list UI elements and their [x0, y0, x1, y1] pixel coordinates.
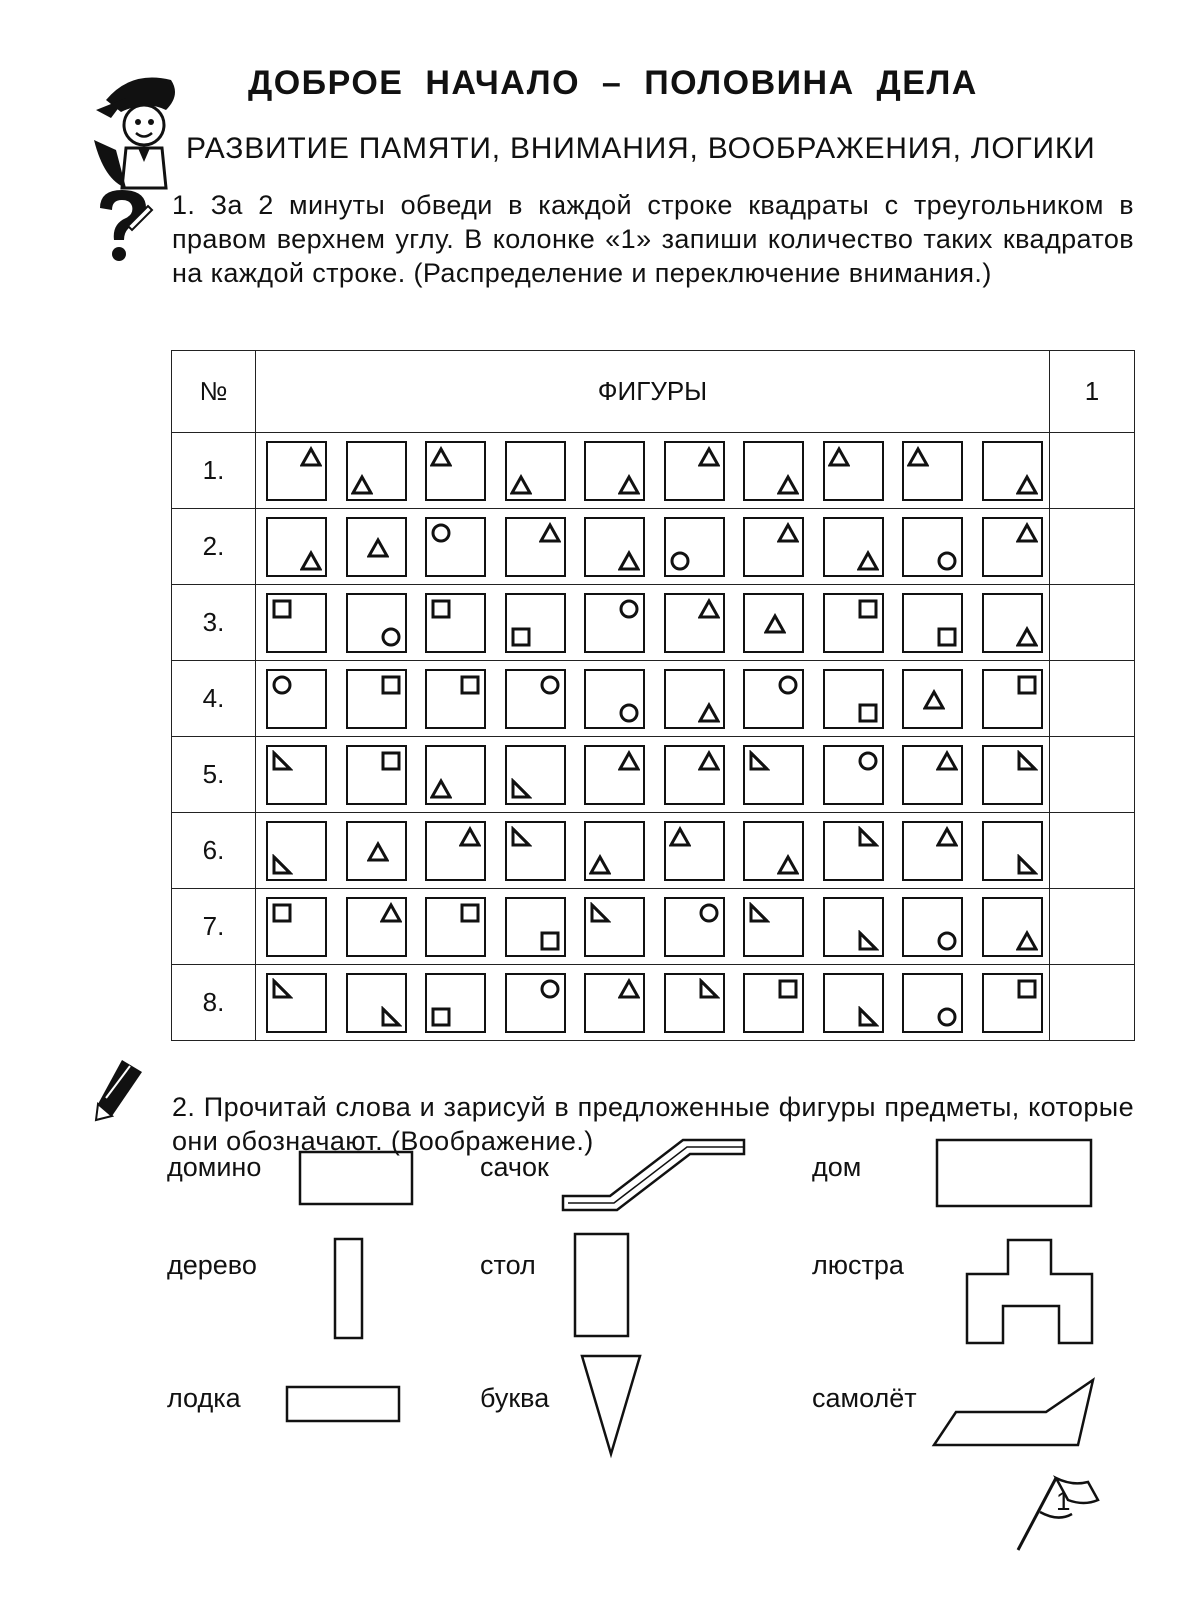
- figure-square[interactable]: [902, 669, 963, 729]
- shape-domino: [300, 1152, 412, 1204]
- circle-icon: [669, 550, 691, 572]
- figure-square[interactable]: [425, 897, 486, 957]
- right-triangle-icon: [748, 902, 770, 924]
- circle-icon: [618, 598, 640, 620]
- triangle-icon: [698, 702, 720, 724]
- right-triangle-icon: [857, 930, 879, 952]
- figure-square[interactable]: [584, 973, 645, 1033]
- figure-square[interactable]: [982, 897, 1043, 957]
- small-square-icon: [936, 626, 958, 648]
- figure-square[interactable]: [902, 897, 963, 957]
- small-square-icon: [1016, 674, 1038, 696]
- right-triangle-icon: [271, 854, 293, 876]
- figure-square[interactable]: [743, 441, 804, 501]
- figures-cell: [256, 433, 1050, 509]
- figure-square[interactable]: [982, 821, 1043, 881]
- triangle-icon: [777, 474, 799, 496]
- right-triangle-icon: [698, 978, 720, 1000]
- figure-square[interactable]: [505, 669, 566, 729]
- figures-cell: [256, 965, 1050, 1041]
- circle-icon: [936, 930, 958, 952]
- triangle-icon: [764, 613, 786, 635]
- answer-count-cell[interactable]: [1050, 433, 1135, 509]
- triangle-icon: [351, 474, 373, 496]
- figure-square[interactable]: [266, 441, 327, 501]
- table-row: [172, 509, 1135, 585]
- triangle-icon: [1016, 930, 1038, 952]
- figure-square[interactable]: [823, 669, 884, 729]
- figure-square[interactable]: [743, 821, 804, 881]
- word-samolet: самолёт: [812, 1383, 917, 1413]
- row-number: 7.: [172, 889, 256, 965]
- column-header-count: 1: [1050, 351, 1135, 433]
- small-square-icon: [539, 930, 561, 952]
- figure-square[interactable]: [902, 441, 963, 501]
- row-number: 5.: [172, 737, 256, 813]
- figure-square[interactable]: [425, 441, 486, 501]
- figure-square[interactable]: [346, 745, 407, 805]
- small-square-icon: [380, 674, 402, 696]
- figures-cell: [256, 889, 1050, 965]
- answer-count-cell[interactable]: [1050, 585, 1135, 661]
- page-subtitle: РАЗВИТИЕ ПАМЯТИ, ВНИМАНИЯ, ВООБРАЖЕНИЯ, ЛОГИКИ: [186, 132, 1096, 165]
- figure-square[interactable]: [664, 669, 725, 729]
- shape-lyustra: [967, 1240, 1092, 1343]
- right-triangle-icon: [271, 978, 293, 1000]
- triangle-icon: [459, 826, 481, 848]
- figure-square[interactable]: [584, 593, 645, 653]
- right-triangle-icon: [510, 826, 532, 848]
- small-square-icon: [777, 978, 799, 1000]
- small-square-icon: [459, 674, 481, 696]
- figure-square[interactable]: [982, 745, 1043, 805]
- circle-icon: [271, 674, 293, 696]
- figure-square[interactable]: [664, 517, 725, 577]
- answer-count-cell[interactable]: [1050, 661, 1135, 737]
- column-header-figures: ФИГУРЫ: [256, 351, 1050, 433]
- triangle-icon: [777, 522, 799, 544]
- question-mark-icon: [92, 186, 154, 266]
- figure-square[interactable]: [584, 669, 645, 729]
- right-triangle-icon: [510, 778, 532, 800]
- answer-count-cell[interactable]: [1050, 813, 1135, 889]
- figure-square[interactable]: [823, 593, 884, 653]
- figure-square[interactable]: [346, 821, 407, 881]
- triangle-icon: [828, 446, 850, 468]
- table-row: [172, 661, 1135, 737]
- figure-square[interactable]: [664, 973, 725, 1033]
- row-number: 8.: [172, 965, 256, 1041]
- small-square-icon: [430, 1006, 452, 1028]
- circle-icon: [698, 902, 720, 924]
- row-number: 3.: [172, 585, 256, 661]
- figure-square[interactable]: [743, 669, 804, 729]
- small-square-icon: [380, 750, 402, 772]
- triangle-icon: [1016, 522, 1038, 544]
- triangle-icon: [618, 474, 640, 496]
- row-number: 1.: [172, 433, 256, 509]
- figure-square[interactable]: [346, 593, 407, 653]
- word-sachok: сачок: [480, 1152, 549, 1182]
- word-lodka: лодка: [167, 1383, 241, 1413]
- figure-square[interactable]: [266, 821, 327, 881]
- figures-table: [171, 350, 1135, 1041]
- figure-square[interactable]: [505, 973, 566, 1033]
- figure-square[interactable]: [584, 441, 645, 501]
- triangle-icon: [430, 446, 452, 468]
- pencil-icon: [92, 1058, 144, 1122]
- circle-icon: [539, 674, 561, 696]
- figure-square[interactable]: [584, 821, 645, 881]
- right-triangle-icon: [271, 750, 293, 772]
- figure-square[interactable]: [346, 517, 407, 577]
- circle-icon: [618, 702, 640, 724]
- figure-square[interactable]: [743, 897, 804, 957]
- page-number: 1: [1056, 1486, 1071, 1516]
- table-row: [172, 433, 1135, 509]
- figure-square[interactable]: [505, 441, 566, 501]
- figure-square[interactable]: [425, 745, 486, 805]
- figure-square[interactable]: [266, 593, 327, 653]
- right-triangle-icon: [748, 750, 770, 772]
- figure-square[interactable]: [584, 517, 645, 577]
- figure-square[interactable]: [982, 517, 1043, 577]
- table-row: [172, 965, 1135, 1041]
- triangle-icon: [300, 446, 322, 468]
- figure-square[interactable]: [584, 897, 645, 957]
- figure-square[interactable]: [823, 441, 884, 501]
- triangle-icon: [936, 750, 958, 772]
- figures-cell: [256, 509, 1050, 585]
- small-square-icon: [271, 598, 293, 620]
- figure-square[interactable]: [823, 745, 884, 805]
- table-row: [172, 813, 1135, 889]
- triangle-icon: [618, 750, 640, 772]
- right-triangle-icon: [1016, 854, 1038, 876]
- figure-square[interactable]: [664, 821, 725, 881]
- wizard-child-icon: [86, 70, 186, 190]
- right-triangle-icon: [1016, 750, 1038, 772]
- shape-lodka: [287, 1387, 399, 1421]
- small-square-icon: [459, 902, 481, 924]
- figure-square[interactable]: [823, 973, 884, 1033]
- shape-derevo: [335, 1239, 362, 1338]
- figure-square[interactable]: [902, 821, 963, 881]
- figures-cell: [256, 585, 1050, 661]
- triangle-icon: [380, 902, 402, 924]
- figure-square[interactable]: [346, 441, 407, 501]
- figure-square[interactable]: [266, 973, 327, 1033]
- figure-square[interactable]: [823, 821, 884, 881]
- figure-square[interactable]: [425, 669, 486, 729]
- figure-square[interactable]: [743, 745, 804, 805]
- triangle-icon: [589, 854, 611, 876]
- figure-square[interactable]: [902, 745, 963, 805]
- figure-square[interactable]: [743, 973, 804, 1033]
- triangle-icon: [510, 474, 532, 496]
- figures-cell: [256, 813, 1050, 889]
- figure-square[interactable]: [266, 897, 327, 957]
- circle-icon: [380, 626, 402, 648]
- figure-square[interactable]: [982, 593, 1043, 653]
- triangle-icon: [367, 537, 389, 559]
- circle-icon: [430, 522, 452, 544]
- triangle-icon: [923, 689, 945, 711]
- figure-square[interactable]: [425, 973, 486, 1033]
- answer-count-cell[interactable]: [1050, 889, 1135, 965]
- figure-square[interactable]: [664, 441, 725, 501]
- page-title: ДОБРОЕ НАЧАЛО – ПОЛОВИНА ДЕЛА: [248, 64, 978, 102]
- triangle-icon: [936, 826, 958, 848]
- figure-square[interactable]: [505, 745, 566, 805]
- figure-square[interactable]: [982, 441, 1043, 501]
- word-stol: стол: [480, 1250, 536, 1280]
- circle-icon: [857, 750, 879, 772]
- right-triangle-icon: [589, 902, 611, 924]
- figure-square[interactable]: [425, 593, 486, 653]
- figure-square[interactable]: [346, 897, 407, 957]
- figure-square[interactable]: [266, 517, 327, 577]
- right-triangle-icon: [380, 1006, 402, 1028]
- row-number: 4.: [172, 661, 256, 737]
- answer-count-cell[interactable]: [1050, 737, 1135, 813]
- triangle-icon: [300, 550, 322, 572]
- triangle-icon: [618, 978, 640, 1000]
- circle-icon: [777, 674, 799, 696]
- triangle-icon: [1016, 474, 1038, 496]
- figure-square[interactable]: [902, 517, 963, 577]
- triangle-icon: [907, 446, 929, 468]
- figures-cell: [256, 737, 1050, 813]
- figure-square[interactable]: [902, 973, 963, 1033]
- right-triangle-icon: [857, 826, 879, 848]
- figure-square[interactable]: [664, 897, 725, 957]
- word-dom: дом: [812, 1152, 862, 1182]
- figure-square[interactable]: [902, 593, 963, 653]
- triangle-icon: [430, 778, 452, 800]
- word-lyustra: люстра: [812, 1250, 904, 1280]
- figure-square[interactable]: [982, 973, 1043, 1033]
- circle-icon: [936, 550, 958, 572]
- small-square-icon: [857, 702, 879, 724]
- circle-icon: [936, 1006, 958, 1028]
- figure-square[interactable]: [743, 593, 804, 653]
- figure-square[interactable]: [743, 517, 804, 577]
- shape-stol: [575, 1234, 628, 1336]
- row-number: 6.: [172, 813, 256, 889]
- triangle-icon: [618, 550, 640, 572]
- figure-square[interactable]: [425, 821, 486, 881]
- word-domino: домино: [167, 1152, 262, 1182]
- small-square-icon: [271, 902, 293, 924]
- figure-square[interactable]: [266, 669, 327, 729]
- figure-square[interactable]: [266, 745, 327, 805]
- figure-square[interactable]: [346, 973, 407, 1033]
- figure-square[interactable]: [982, 669, 1043, 729]
- triangle-icon: [367, 841, 389, 863]
- task-2-instructions: 2. Прочитай слова и зарисуй в предложенные фигуры предметы, которые они обозначают. (Воображение.): [172, 1092, 1134, 1156]
- triangle-icon: [539, 522, 561, 544]
- figure-square[interactable]: [505, 821, 566, 881]
- word-derevo: дерево: [167, 1250, 257, 1280]
- table-row: [172, 889, 1135, 965]
- triangle-icon: [857, 550, 879, 572]
- right-triangle-icon: [857, 1006, 879, 1028]
- table-row: [172, 737, 1135, 813]
- word-bukva: буква: [480, 1383, 550, 1413]
- row-number: 2.: [172, 509, 256, 585]
- figure-square[interactable]: [664, 745, 725, 805]
- answer-count-cell[interactable]: [1050, 965, 1135, 1041]
- figure-square[interactable]: [425, 517, 486, 577]
- figure-square[interactable]: [823, 897, 884, 957]
- small-square-icon: [510, 626, 532, 648]
- figure-square[interactable]: [505, 593, 566, 653]
- triangle-icon: [698, 446, 720, 468]
- figure-square[interactable]: [346, 669, 407, 729]
- triangle-icon: [1016, 626, 1038, 648]
- shape-bukva: [582, 1356, 640, 1454]
- figure-square[interactable]: [505, 897, 566, 957]
- triangle-icon: [669, 826, 691, 848]
- task-1-instructions: 1. За 2 минуты обведи в каждой строке квадраты с треугольником в правом верхнем углу. В колонке «1» запиши количество таких квадратов на каждой строке. (Распределение и переключение внимания.): [172, 190, 1134, 288]
- triangle-icon: [698, 598, 720, 620]
- shape-samolet: [934, 1380, 1093, 1445]
- figure-square[interactable]: [505, 517, 566, 577]
- small-square-icon: [857, 598, 879, 620]
- column-header-number: №: [172, 351, 256, 433]
- figure-square[interactable]: [823, 517, 884, 577]
- answer-count-cell[interactable]: [1050, 509, 1135, 585]
- figures-cell: [256, 661, 1050, 737]
- figure-square[interactable]: [664, 593, 725, 653]
- table-row: [172, 585, 1135, 661]
- small-square-icon: [430, 598, 452, 620]
- triangle-icon: [698, 750, 720, 772]
- triangle-icon: [777, 854, 799, 876]
- figure-square[interactable]: [584, 745, 645, 805]
- small-square-icon: [1016, 978, 1038, 1000]
- circle-icon: [539, 978, 561, 1000]
